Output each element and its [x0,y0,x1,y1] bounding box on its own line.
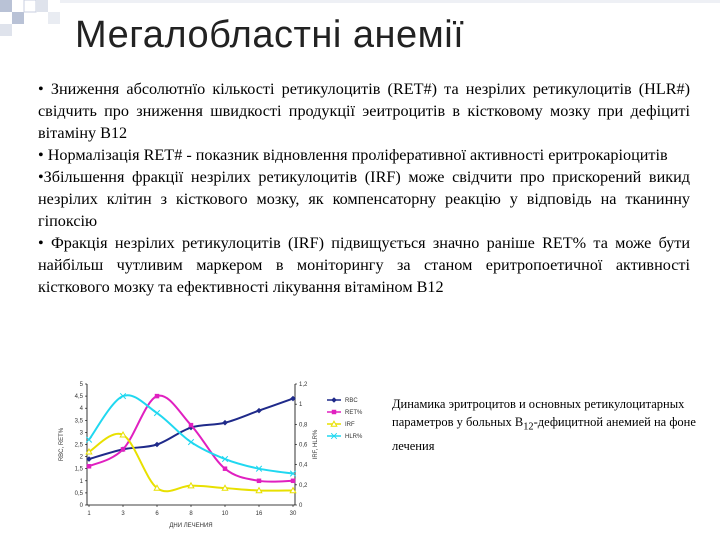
legend-label: RBC [345,398,358,404]
point-RBC [256,408,262,414]
y-tick-label-right: 0,6 [299,442,308,449]
bullet: • [38,146,44,164]
x-axis-label: ДНИ ЛЕЧЕНИЯ [169,523,213,529]
y-tick-label-left: 0 [79,503,83,509]
y-tick-label-left: 2,5 [74,442,83,449]
y-tick-label-left: 2 [79,454,83,461]
point-RBC [222,420,228,426]
point-RET% [155,394,159,398]
chart-caption: Динамика эритроцитов и основных ретикулоцитарных параметров у больных $В_{12}$-дефицитной анемией на фоне лечения [392,397,696,453]
body-text [38,78,690,298]
x-tick-label: 10 [221,511,229,517]
point-HLR% [154,410,160,416]
y-tick-label-right: 0,2 [299,482,308,489]
point-IRF [188,483,194,488]
point-RET% [121,447,125,451]
paragraph-1: • Зниження абсолютнїо кількості ретикулоцитів (RET#) та незрілих ретикулоцитів (HLR#) свідчить про зниження швидкості продукції эеитроцитів в кістковому мозку при дефіциті вітаміну В12 [38,80,691,142]
point-IRF [120,432,126,437]
legend-marker-IRF [331,421,337,426]
y-tick-label-right: 1,2 [299,382,308,388]
y-tick-label-right: 1 [299,402,303,409]
y-tick-label-left: 3,5 [74,418,83,425]
bullet: • [38,80,44,98]
x-tick-label: 1 [87,511,91,517]
paragraph-4: • Фракція незрілих ретикулоцитів (IRF) підвищується значно раніше RET% та може бути найбільш чутливим маркером в моніторингу за станом еритропоетичної активності кісткового мозку та ефективності лікування вітаміном В12 [38,234,691,296]
y-tick-label-left: 1,5 [74,466,83,473]
paragraph-2: • Нормалізація RET# - показник відновлення проліферативної активності еритрокаріоцитів [38,146,668,164]
y-axis-label-left: RBC, RET% [59,427,65,462]
legend-label: IRF [345,422,355,428]
y-tick-label-left: 3 [79,430,83,437]
point-RET% [189,423,193,427]
y-axis-label-right: IRF, HLR% [313,429,319,460]
x-tick-label: 30 [289,511,297,517]
y-tick-label-left: 0,5 [74,490,83,497]
y-tick-label-left: 4 [79,406,83,413]
bullet: • [38,168,44,186]
y-tick-label-right: 0,8 [299,422,308,429]
x-tick-label: 16 [255,511,263,517]
legend-label: RET% [345,410,363,416]
point-RET% [291,479,295,483]
point-RET% [87,464,91,468]
point-IRF [256,488,262,493]
x-tick-label: 8 [189,511,193,517]
point-RBC [154,442,160,448]
paragraph-3: •Збільшення фракції незрілих ретикулоцитів (IRF) може свідчити про прискорений викид незрілих клітин з кісткового мозку, як компенсаторну реакцію у відповідь на тканинну гіпоксію [38,168,690,230]
y-tick-label-right: 0,4 [299,462,308,469]
bullet: • [38,234,44,252]
y-tick-label-right: 0 [299,503,303,509]
point-RET% [257,479,261,483]
point-IRF [222,485,228,490]
legend-label: HLR% [345,434,363,440]
x-tick-label: 3 [121,511,125,517]
y-tick-label-left: 4,5 [74,394,83,401]
y-tick-label-left: 5 [79,382,83,388]
legend-marker-RET% [332,410,336,414]
point-RET% [223,466,227,470]
x-tick-label: 6 [155,511,159,517]
legend-marker-RBC [331,397,337,403]
point-HLR% [188,439,194,445]
y-tick-label-left: 1 [79,478,83,485]
reticulocyte-chart [55,372,390,532]
page-title: Мегалобластні анемії [75,14,465,56]
